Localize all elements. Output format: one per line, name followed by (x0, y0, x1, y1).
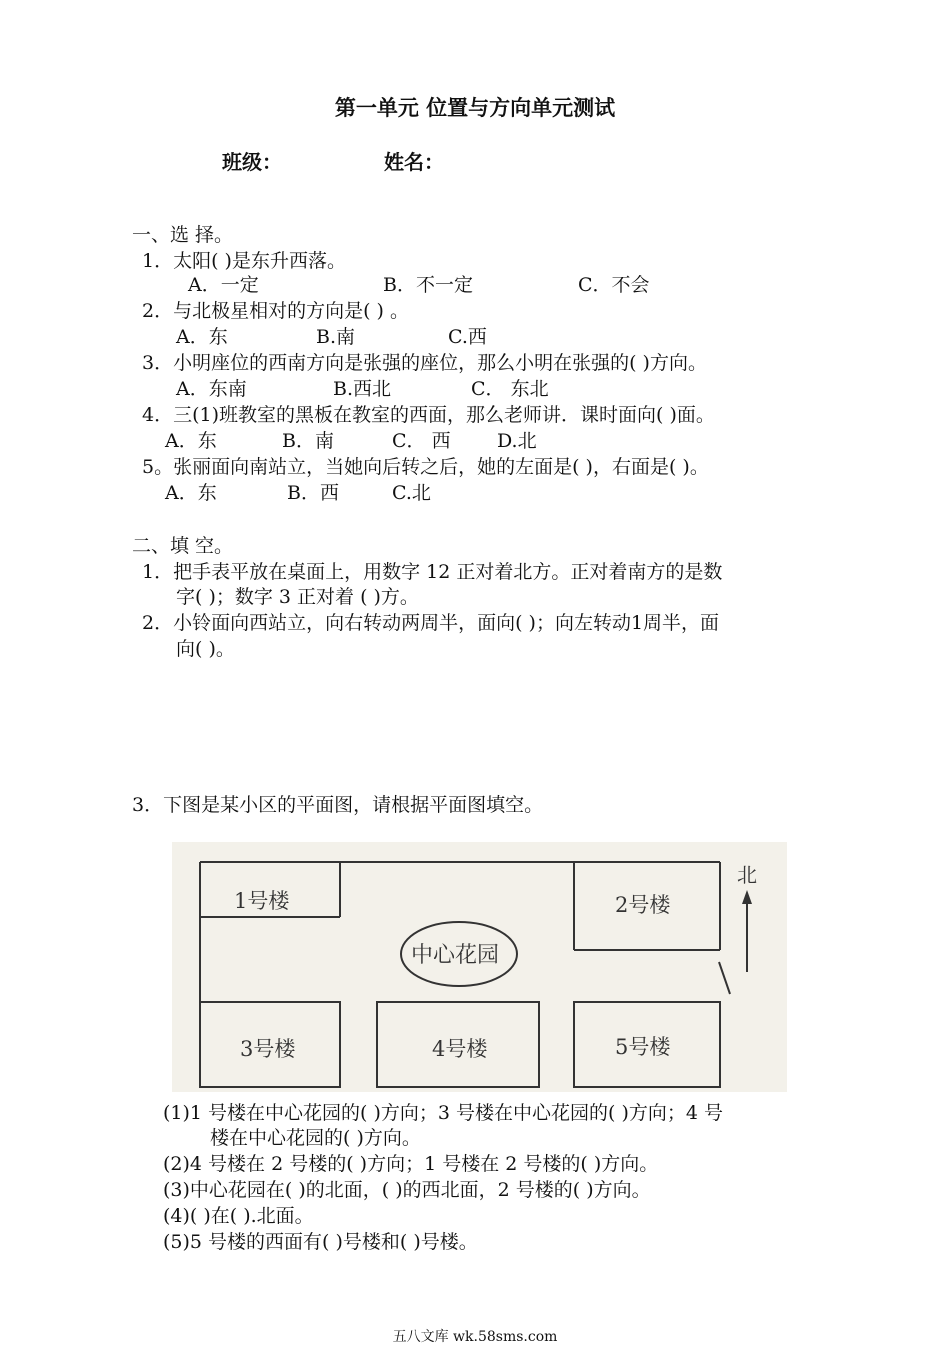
fill-question-2-line1: 2．小铃面向西站立，向右转动两周半，面向( )；向左转动1周半，面 (142, 612, 720, 634)
q2-option-a: A．东 (176, 326, 228, 348)
building4-label: 4号楼 (432, 1037, 488, 1061)
subquestion-4: (4)( )在( ).北面。 (163, 1205, 314, 1227)
section2-heading: 二、填 空。 (132, 535, 234, 557)
q4-option-a: A．东 (165, 430, 217, 452)
fill-question-1-line2: 字( )；数字 3 正对着 ( )方。 (176, 586, 419, 608)
q5-option-a: A．东 (165, 482, 217, 504)
q4-option-d: D.北 (497, 430, 537, 452)
question-5: 5。张丽面向南站立，当她向后转之后，她的左面是( )，右面是( )。 (142, 456, 709, 478)
q3-option-b: B.西北 (333, 378, 392, 400)
footer-watermark: 五八文库 wk.58sms.com (392, 1329, 558, 1345)
q4-option-c: C． 西 (392, 430, 451, 452)
subquestion-5: (5)5 号楼的西面有( )号楼和( )号楼。 (163, 1231, 478, 1253)
subquestion-2: (2)4 号楼在 2 号楼的( )方向；1 号楼在 2 号楼的( )方向。 (163, 1153, 659, 1175)
subquestion-1-line1: (1)1 号楼在中心花园的( )方向；3 号楼在中心花园的( )方向；4 号 (163, 1102, 724, 1124)
question-3: 3．小明座位的西南方向是张强的座位，那么小明在张强的( )方向。 (142, 352, 707, 374)
class-label: 班级： (222, 150, 282, 174)
question-1: 1．太阳( )是东升西落。 (142, 250, 346, 272)
q5-option-b: B．西 (287, 482, 339, 504)
q3-option-c: C． 东北 (471, 378, 549, 400)
building5-label: 5号楼 (615, 1035, 671, 1059)
north-label: 北 (737, 863, 757, 887)
q1-option-c: C．不会 (578, 274, 650, 296)
subquestion-3: (3)中心花园在( )的北面，( )的西北面，2 号楼的( )方向。 (163, 1179, 651, 1201)
building3-label: 3号楼 (240, 1037, 296, 1061)
page-title: 第一单元 位置与方向单元测试 (334, 96, 616, 120)
building1-label: 1号楼 (234, 889, 290, 913)
question-4: 4．三(1)班教室的黑板在教室的西面，那么老师讲．课时面向( )面。 (142, 404, 715, 426)
q2-option-b: B.南 (316, 326, 356, 348)
q1-option-b: B．不一定 (383, 274, 473, 296)
q1-option-a: A．一定 (188, 274, 259, 296)
garden-label: 中心花园 (411, 943, 500, 968)
q3-option-a: A．东南 (176, 378, 247, 400)
community-map (172, 842, 787, 1092)
fill-question-2-line2: 向( )。 (176, 638, 235, 660)
subquestion-1-line2: 楼在中心花园的( )方向。 (210, 1127, 421, 1149)
section1-heading: 一、选 择。 (132, 224, 234, 246)
fill-question-1-line1: 1．把手表平放在桌面上，用数字 12 正对着北方。正对着南方的是数 (142, 561, 723, 583)
question-2: 2．与北极星相对的方向是( ) 。 (142, 300, 409, 322)
q5-option-c: C.北 (392, 482, 431, 504)
fill-question-3: 3．下图是某小区的平面图，请根据平面图填空。 (132, 794, 544, 816)
name-label: 姓名： (384, 150, 444, 174)
q2-option-c: C.西 (448, 326, 487, 348)
building2-label: 2号楼 (615, 893, 671, 917)
q4-option-b: B．南 (282, 430, 334, 452)
